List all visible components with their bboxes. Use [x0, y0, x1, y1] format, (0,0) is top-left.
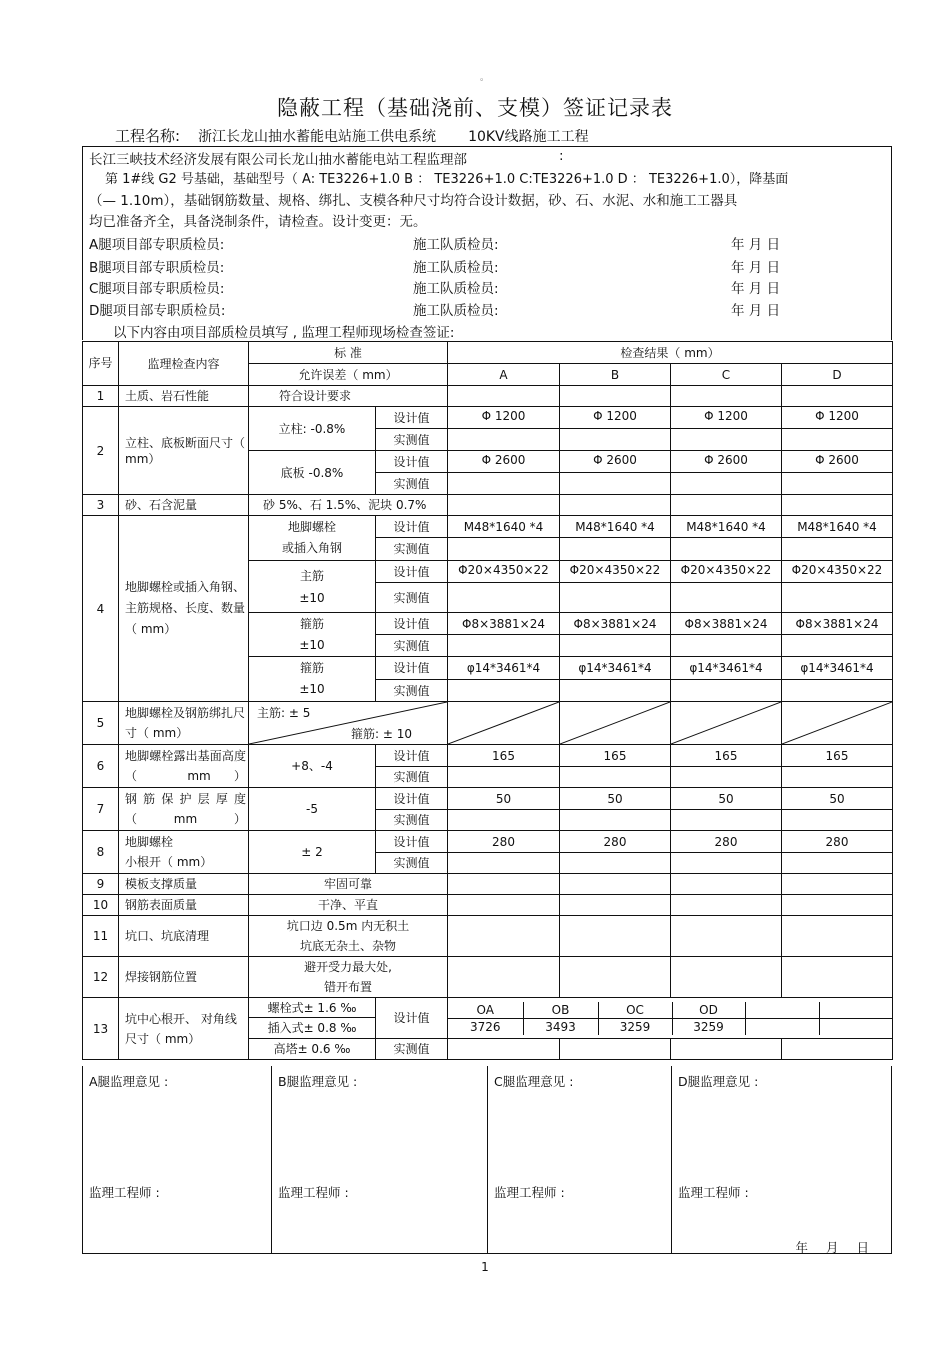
leg-c-date: 年 月 日 [731, 281, 781, 297]
header-b: B [560, 364, 671, 386]
row-number: 8 [83, 831, 119, 874]
value-d: φ14*3461*4 [782, 657, 893, 680]
row-tolerance: -5 [249, 788, 376, 831]
value-d: M48*1640 *4 [782, 516, 893, 538]
table-row [83, 957, 893, 998]
top-mark: 。 [480, 73, 490, 83]
measured-label: 实测值 [376, 810, 448, 831]
header-result: 检查结果（ mm） [448, 342, 893, 364]
value-a: Φ 2600 [448, 451, 560, 473]
diag-cell-c [671, 702, 782, 745]
header-standard: 标 准 [249, 342, 448, 364]
opinion-leg-c [488, 1066, 672, 1253]
leg-a-date: 年 月 日 [731, 237, 781, 253]
header-box [82, 146, 892, 340]
tower-tolerance: 高塔± 0.6 ‰ [249, 1039, 376, 1060]
opinion-heading: C腿监理意见 : [494, 1074, 574, 1089]
row-item: 焊接钢筋位置 [119, 957, 249, 998]
design-label: 设计值 [376, 998, 448, 1039]
value-ob: 3493 [523, 1018, 598, 1035]
leg-b-inspector: B腿项目部专职质检员: [89, 260, 225, 276]
main-rebar-tolerance: 主筋: ± 5 [257, 706, 311, 720]
fill-note: 以下内容由项目部质检员填写 , 监理工程师现场检查签证: [113, 325, 455, 341]
opinion-heading: B腿监理意见 : [278, 1074, 358, 1089]
value-d: 280 [782, 831, 893, 853]
engineer-signature-label: 监理工程师 : [278, 1185, 349, 1200]
row-number: 4 [83, 516, 119, 702]
row-number: 10 [83, 895, 119, 916]
design-label: 设计值 [376, 561, 448, 583]
row-item: 模板支撑质量 [119, 874, 249, 895]
value-b: 280 [560, 831, 671, 853]
foundation-line-3: 均已准备齐全，具备浇制条件，请检查。设计变更：无。 [89, 214, 427, 230]
engineer-signature-label: 监理工程师 : [678, 1185, 749, 1200]
table-row [83, 895, 893, 916]
design-label: 设计值 [376, 516, 448, 538]
diagonal-line [782, 702, 892, 744]
value-b: Φ20×4350×22 [560, 561, 671, 583]
row-number: 5 [83, 702, 119, 745]
table-row [83, 745, 893, 767]
base-tolerance: 底板 -0.8% [249, 451, 376, 495]
leg-a-team: 施工队质检员: [413, 237, 499, 253]
value-b: φ14*3461*4 [560, 657, 671, 680]
opinion-heading: A腿监理意见 : [89, 1074, 169, 1089]
main-rebar-spec: 主筋 ±10 [249, 561, 376, 613]
table-row [83, 407, 893, 429]
value-oa: 3726 [448, 1018, 523, 1035]
diagonal-line [448, 702, 559, 744]
value-a: 280 [448, 831, 560, 853]
value-c: 50 [671, 788, 782, 810]
row-item: 砂、石含泥量 [119, 495, 249, 516]
row-number: 3 [83, 495, 119, 516]
measured-label: 实测值 [376, 583, 448, 613]
value-c: 280 [671, 831, 782, 853]
row-tolerance: ± 2 [249, 831, 376, 874]
column-tolerance: 立柱: -0.8% [249, 407, 376, 451]
value-oc: 3259 [598, 1018, 672, 1035]
value-od: 3259 [672, 1018, 745, 1035]
design-label: 设计值 [376, 745, 448, 767]
table-row [83, 516, 893, 538]
diag-cell-b [560, 702, 671, 745]
row-item: 坑中心根开、 对角线尺寸（ mm） [119, 998, 249, 1060]
value-c: Φ8×3881×24 [671, 613, 782, 635]
head-od: OD [672, 1002, 745, 1019]
row-item: 地脚螺栓 小根开（ mm） [119, 831, 249, 874]
supervisor-colon: : [559, 148, 564, 164]
leg-c-inspector: C腿项目部专职质检员: [89, 281, 225, 297]
row-number: 9 [83, 874, 119, 895]
design-label: 设计值 [376, 407, 448, 429]
value-d: Φ8×3881×24 [782, 613, 893, 635]
value-c: φ14*3461*4 [671, 657, 782, 680]
value-a: Φ20×4350×22 [448, 561, 560, 583]
insert-tolerance: 插入式± 0.8 ‰ [249, 1018, 376, 1039]
row-item: 地脚螺栓露出基面高度（ mm） [119, 745, 249, 788]
header-a: A [448, 364, 560, 386]
value-b: Φ8×3881×24 [560, 613, 671, 635]
leg-b-team: 施工队质检员: [413, 260, 499, 276]
row-standard: 砂 5%、石 1.5%、泥块 0.7% [249, 495, 448, 516]
page-number: 1 [481, 1260, 489, 1274]
value-c: 165 [671, 745, 782, 767]
head-oc: OC [598, 1002, 672, 1019]
project-line [115, 125, 589, 146]
value-d: Φ 2600 [782, 451, 893, 473]
value-a: Φ 1200 [448, 407, 560, 429]
leg-d-inspector: D腿项目部专职质检员: [89, 303, 226, 319]
value-a: 50 [448, 788, 560, 810]
value-b: Φ 2600 [560, 451, 671, 473]
value-b: Φ 1200 [560, 407, 671, 429]
header-c: C [671, 364, 782, 386]
row-standard: 坑口边 0.5m 内无积土 坑底无杂土、杂物 [249, 916, 448, 957]
row-standard: 符合设计要求 [249, 386, 448, 407]
leg-b-date: 年 月 日 [731, 260, 781, 276]
row-number: 13 [83, 998, 119, 1060]
row-standard: 干净、平直 [249, 895, 448, 916]
table-row [83, 916, 893, 957]
foundation-line-1: 第 1#线 G2 号基础，基础型号（ A: TE3226+1.0 B ： TE3226+1.0 C:TE3226+1.0 D ： TE3226+1.0），降基面 [105, 172, 789, 187]
diag-cell-a [448, 702, 560, 745]
anchor-spec: 地脚螺栓 或插入角钢 [249, 516, 376, 561]
leg-a-inspector: A腿项目部专职质检员: [89, 237, 225, 253]
row-number: 6 [83, 745, 119, 788]
opinion-leg-a [83, 1066, 272, 1253]
header-seq: 序号 [83, 342, 119, 386]
row-item: 钢筋表面质量 [119, 895, 249, 916]
diagonal-line [671, 702, 781, 744]
row-item: 坑口、坑底清理 [119, 916, 249, 957]
header-tolerance: 允许误差（ mm） [249, 364, 448, 386]
row-number: 7 [83, 788, 119, 831]
value-c: M48*1640 *4 [671, 516, 782, 538]
leg-d-date: 年 月 日 [731, 303, 781, 319]
head-ob: OB [523, 1002, 598, 1019]
value-d: Φ20×4350×22 [782, 561, 893, 583]
row-number: 2 [83, 407, 119, 495]
opinion-leg-d [672, 1066, 891, 1253]
design-label: 设计值 [376, 657, 448, 680]
project-label: 工程名称: [115, 127, 181, 145]
table-row [83, 386, 893, 407]
header-content: 监理检查内容 [119, 342, 249, 386]
measured-label: 实测值 [376, 429, 448, 451]
table-row [83, 495, 893, 516]
diagonal-line [560, 702, 670, 744]
opinion-leg-b [272, 1066, 488, 1253]
value-a: φ14*3461*4 [448, 657, 560, 680]
project-name-2: 10KV线路施工工程 [468, 129, 589, 145]
supervisor-name: 长江三峡技术经济发展有限公司长龙山抽水蓄能电站工程监理部 [89, 152, 467, 168]
foundation-line-2: （— 1.10m），基础钢筋数量、规格、绑扎、支模各种尺寸均符合设计数据，砂、石、水泥、水和施工工器具 [89, 193, 738, 209]
value-c: Φ 2600 [671, 451, 782, 473]
diagonal-subtable [448, 1002, 892, 1035]
value-c: Φ20×4350×22 [671, 561, 782, 583]
measured-label: 实测值 [376, 767, 448, 788]
row-number: 12 [83, 957, 119, 998]
opinion-heading: D腿监理意见 : [678, 1074, 759, 1089]
engineer-signature-label: 监理工程师 : [494, 1185, 565, 1200]
head-oa: OA [448, 1002, 523, 1019]
row-item: 地脚螺栓或插入角钢、主筋规格、长度、数量（ mm） [119, 516, 249, 702]
stirrup-spec-2: 箍筋 ±10 [249, 657, 376, 702]
diagonal-values [448, 998, 893, 1039]
row-item: 地脚螺栓及钢筋绑扎尺寸（ mm） [119, 702, 249, 745]
row-standard: 牢固可靠 [249, 874, 448, 895]
binding-tolerance [249, 702, 448, 745]
value-b: 50 [560, 788, 671, 810]
supervisor-opinions [82, 1066, 892, 1254]
design-label: 设计值 [376, 451, 448, 473]
value-d: 50 [782, 788, 893, 810]
value-b: 165 [560, 745, 671, 767]
inspection-table [82, 341, 893, 1060]
row-number: 1 [83, 386, 119, 407]
design-label: 设计值 [376, 788, 448, 810]
table-row [83, 831, 893, 853]
diag-cell-d [782, 702, 893, 745]
stirrup-tolerance: 箍筋: ± 10 [351, 727, 412, 741]
row-number: 11 [83, 916, 119, 957]
row-item: 土质、岩石性能 [119, 386, 249, 407]
page-title: 隐蔽工程（基础浇前、支模）签证记录表 [277, 96, 673, 120]
measured-label: 实测值 [376, 680, 448, 702]
design-label: 设计值 [376, 831, 448, 853]
table-row [83, 874, 893, 895]
engineer-signature-label: 监理工程师 : [89, 1185, 160, 1200]
header-d: D [782, 364, 893, 386]
measured-label: 实测值 [376, 473, 448, 495]
value-d: Φ 1200 [782, 407, 893, 429]
project-name: 浙江长龙山抽水蓄能电站施工供电系统 [198, 129, 437, 145]
table-row [83, 998, 893, 1018]
table-row [83, 788, 893, 810]
opinion-date: 年 月 日 [795, 1240, 869, 1255]
value-a: Φ8×3881×24 [448, 613, 560, 635]
value-b: M48*1640 *4 [560, 516, 671, 538]
measured-label: 实测值 [376, 538, 448, 561]
measured-label: 实测值 [376, 1039, 448, 1060]
measured-label: 实测值 [376, 853, 448, 874]
table-row [83, 702, 893, 745]
value-a: M48*1640 *4 [448, 516, 560, 538]
bolt-tolerance: 螺栓式± 1.6 ‰ [249, 998, 376, 1018]
row-tolerance: +8、-4 [249, 745, 376, 788]
value-c: Φ 1200 [671, 407, 782, 429]
measured-label: 实测值 [376, 635, 448, 657]
value-a: 165 [448, 745, 560, 767]
row-item: 立柱、底板断面尺寸（ mm） [119, 407, 249, 495]
design-label: 设计值 [376, 613, 448, 635]
leg-d-team: 施工队质检员: [413, 303, 499, 319]
value-d: 165 [782, 745, 893, 767]
row-standard: 避开受力最大处, 错开布置 [249, 957, 448, 998]
leg-c-team: 施工队质检员: [413, 281, 499, 297]
stirrup-spec-1: 箍筋 ±10 [249, 613, 376, 657]
row-item: 钢筋保护层厚度（mm） [119, 788, 249, 831]
